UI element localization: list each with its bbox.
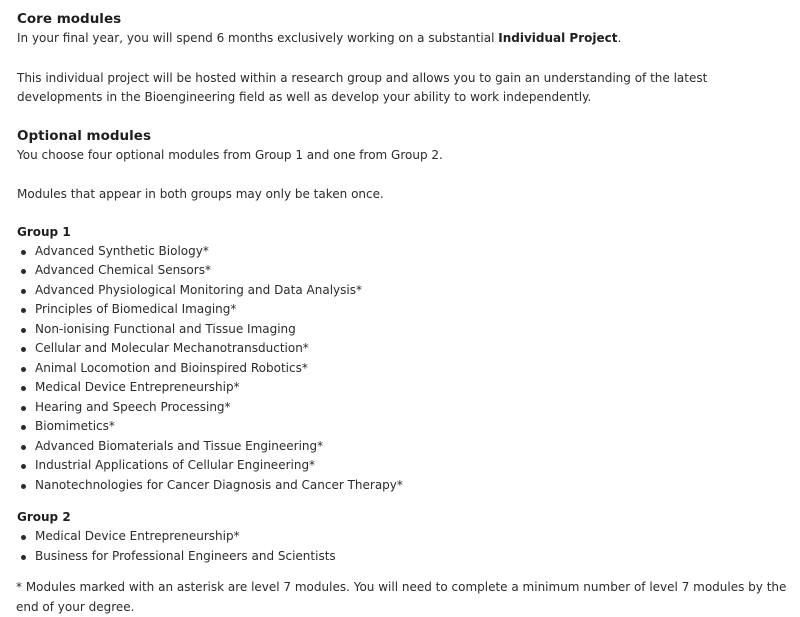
core-modules-detail: This individual project will be hosted within a research group and allows you to gain an understanding of the latest developments in the Bioengineering field as well as develop your ability to work independently. bbox=[17, 70, 708, 104]
list-item: Non-ionising Functional and Tissue Imaging bbox=[35, 320, 787, 340]
optional-modules-heading: Optional modules bbox=[17, 127, 151, 144]
list-item: Cellular and Molecular Mechanotransduction* bbox=[35, 339, 787, 359]
group-2-list bbox=[17, 527, 787, 566]
core-modules-intro bbox=[17, 29, 787, 49]
individual-project-label: Individual Project bbox=[498, 31, 618, 45]
group-1-list bbox=[17, 242, 787, 496]
core-intro-end: . bbox=[617, 31, 622, 45]
core-intro-text: In your final year, you will spend 6 months exclusively working on a substantial bbox=[17, 31, 499, 45]
list-item: Business for Professional Engineers and Scientists bbox=[35, 547, 787, 567]
list-item: Medical Device Entrepreneurship* bbox=[35, 527, 787, 547]
optional-modules-note: Modules that appear in both groups may only be taken once. bbox=[17, 187, 384, 201]
group-2-title: Group 2 bbox=[17, 510, 71, 524]
list-item: Biomimetics* bbox=[35, 417, 787, 437]
list-item: Principles of Biomedical Imaging* bbox=[35, 300, 787, 320]
core-modules-heading: Core modules bbox=[17, 11, 122, 27]
list-item: Advanced Biomaterials and Tissue Engineering* bbox=[35, 437, 787, 457]
list-item: Animal Locomotion and Bioinspired Robotics* bbox=[35, 359, 787, 379]
level-7-footnote: * Modules marked with an asterisk are level 7 modules. You will need to complete a minimum number of level 7 modules by the end of your degree. bbox=[16, 580, 787, 614]
list-item: Industrial Applications of Cellular Engineering* bbox=[35, 456, 787, 476]
optional-modules-intro: You choose four optional modules from Group 1 and one from Group 2. bbox=[17, 147, 443, 162]
list-item: Nanotechnologies for Cancer Diagnosis and Cancer Therapy* bbox=[35, 476, 787, 496]
list-item: Advanced Physiological Monitoring and Data Analysis* bbox=[35, 281, 787, 301]
list-item: Advanced Chemical Sensors* bbox=[35, 261, 787, 281]
list-item: Advanced Synthetic Biology* bbox=[35, 242, 787, 262]
list-item: Medical Device Entrepreneurship* bbox=[35, 378, 787, 398]
group-1-title: Group 1 bbox=[17, 224, 71, 239]
list-item: Hearing and Speech Processing* bbox=[35, 398, 787, 418]
